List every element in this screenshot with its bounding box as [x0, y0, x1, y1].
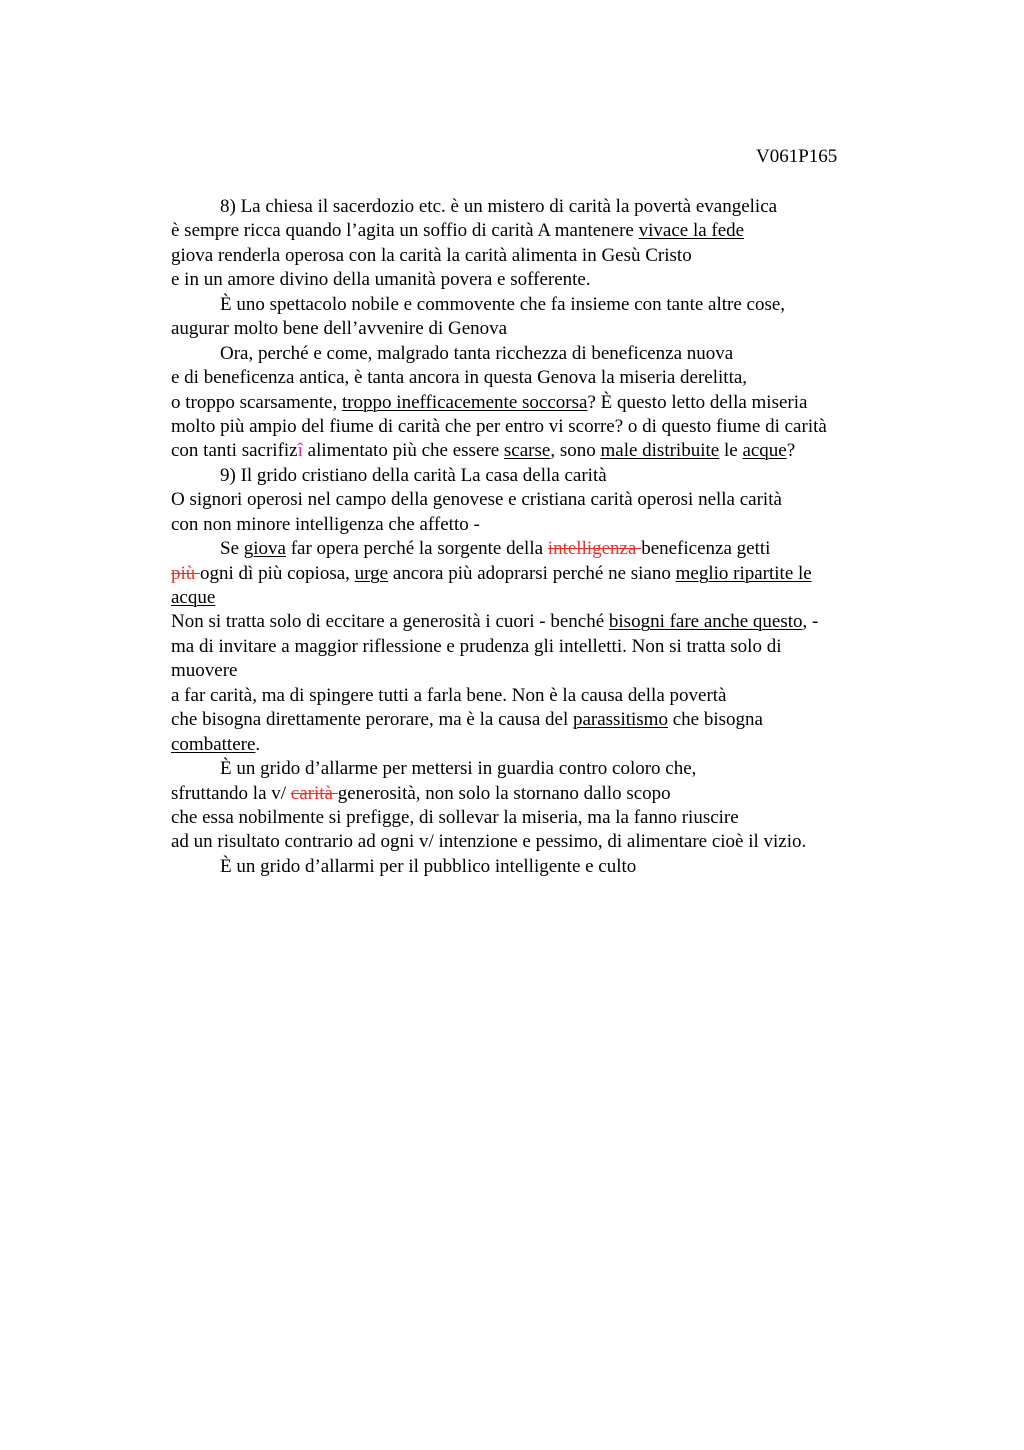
deleted-text: intelligenza [547, 538, 642, 560]
text-line: ma di invitare a maggior riflessione e prudenza gli intelletti. Non si tratta solo di [171, 635, 782, 657]
underlined-text: male distribuite [600, 440, 720, 462]
text-line: con tanti sacrifizî alimentato più che essere scarse, sono male distribuite le acque? [171, 440, 796, 462]
text-line: giova renderla operosa con la carità la carità alimenta in Gesù Cristo [171, 244, 692, 266]
text-line: muovere [171, 660, 238, 682]
text-line: combattere. [171, 733, 261, 755]
underlined-text: giova [243, 538, 286, 560]
text-line: Se giova far opera perché la sorgente della intelligenza beneficenza getti [220, 538, 771, 560]
text-line: Non si tratta solo di eccitare a generosità i cuori - benché bisogni fare anche questo, - [171, 611, 819, 633]
underlined-text: vivace la fede [638, 220, 745, 242]
deleted-text: più [171, 562, 201, 584]
text-line: più ogni dì più copiosa, urge ancora più adoprarsi perché ne siano meglio ripartite le [171, 562, 812, 584]
underlined-text: parassitismo [572, 709, 668, 731]
text-line: O signori operosi nel campo della genovese e cristiana carità operosi nella carità [171, 489, 782, 511]
underlined-text: urge [354, 562, 389, 584]
text-line: e di beneficenza antica, è tanta ancora in questa Genova la miseria derelitta, [171, 367, 748, 389]
text-line: con non minore intelligenza che affetto - [171, 513, 480, 535]
text-line: e in un amore divino della umanità povera e sofferente. [171, 269, 591, 291]
text-line: o troppo scarsamente, troppo inefficacemente soccorsa? È questo letto della miseria [171, 391, 808, 413]
text-line: Ora, perché e come, malgrado tanta ricchezza di beneficenza nuova [220, 342, 734, 364]
text-line: sfruttando la v/ carità generosità, non solo la stornano dallo scopo [171, 782, 671, 804]
underlined-text: bisogni fare anche questo [608, 611, 803, 633]
text-line: È un grido d’allarmi per il pubblico intelligente e culto [220, 855, 637, 877]
text-line: ad un risultato contrario ad ogni v/ intenzione e pessimo, di alimentare cioè il vizio. [171, 831, 807, 853]
page-id: V061P165 [756, 146, 838, 167]
underlined-text: acque [742, 440, 787, 462]
text-line: È un grido d’allarme per mettersi in guardia contro coloro che, [220, 758, 697, 780]
underlined-text: acque [171, 587, 216, 608]
deleted-text: carità [290, 782, 338, 804]
underlined-text: troppo inefficacemente soccorsa [341, 391, 588, 413]
text-line: è sempre ricca quando l’agita un soffio di carità A mantenere vivace la fede [171, 220, 745, 242]
underlined-text: combattere [171, 733, 256, 755]
text-line: augurar molto bene dell’avvenire di Genova [171, 318, 508, 340]
text-line: 8) La chiesa il sacerdozio etc. è un mistero di carità la povertà evangelica [220, 196, 778, 217]
text-line: che essa nobilmente si prefigge, di sollevar la miseria, ma la fanno riuscire [171, 806, 739, 828]
text-line: È uno spettacolo nobile e commovente che fa insieme con tante altre cose, [220, 293, 786, 315]
text-line [171, 586, 901, 610]
marked-character: î [297, 440, 303, 462]
text-line: molto più ampio del fiume di carità che per entro vi scorre? o di questo fiume di carità [171, 415, 827, 437]
underlined-text: scarse [503, 440, 551, 462]
document-body [171, 195, 901, 879]
text-line: a far carità, ma di spingere tutti a farla bene. Non è la causa della povertà [171, 684, 727, 706]
text-line: 9) Il grido cristiano della carità La casa della carità [220, 464, 607, 486]
text-line: che bisogna direttamente perorare, ma è la causa del parassitismo che bisogna [171, 709, 763, 731]
underlined-text: meglio ripartite le [675, 562, 812, 584]
